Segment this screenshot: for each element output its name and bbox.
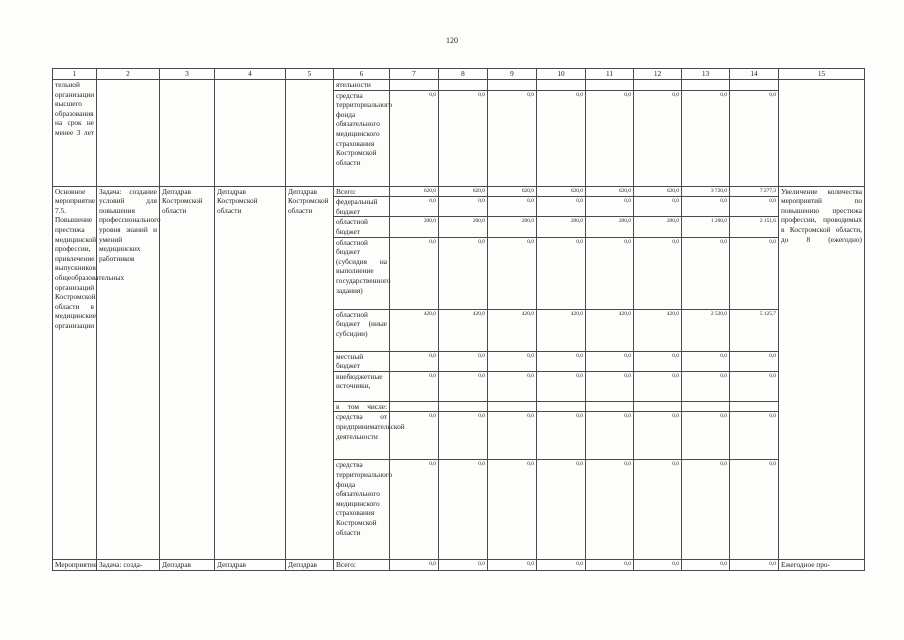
column-header-14: 14 bbox=[730, 69, 779, 80]
participant-cell bbox=[286, 80, 334, 187]
value-cell: 0,0 bbox=[634, 90, 682, 186]
value-cell: 0,0 bbox=[682, 460, 730, 560]
measure-name-cell: тельной организации высшего образования на срок не менее 3 лет bbox=[53, 80, 97, 187]
value-cell: 0,0 bbox=[730, 197, 779, 217]
funding-source-cell: в том числе: bbox=[334, 401, 390, 412]
column-header-11: 11 bbox=[586, 69, 634, 80]
value-cell: 0,0 bbox=[634, 560, 682, 571]
value-cell: 0,0 bbox=[634, 371, 682, 401]
measure-name-cell: Мероприятие bbox=[53, 560, 97, 571]
value-cell: 1 200,0 bbox=[682, 217, 730, 237]
value-cell bbox=[586, 401, 634, 412]
column-header-1: 1 bbox=[53, 69, 97, 80]
budget-table bbox=[52, 68, 865, 571]
funding-source-cell: средства от предпринимательской деятельности bbox=[334, 412, 390, 460]
value-cell: 0,0 bbox=[439, 351, 488, 371]
value-cell bbox=[488, 80, 537, 91]
funding-source-cell: областной бюджет bbox=[334, 217, 390, 237]
value-cell: 0,0 bbox=[586, 351, 634, 371]
value-cell: 0,0 bbox=[586, 560, 634, 571]
value-cell: 0,0 bbox=[390, 560, 439, 571]
value-cell: 0,0 bbox=[537, 197, 586, 217]
value-cell: 620,0 bbox=[439, 186, 488, 197]
value-cell: 0,0 bbox=[537, 412, 586, 460]
value-cell: 0,0 bbox=[682, 351, 730, 371]
value-cell bbox=[537, 401, 586, 412]
value-cell: 7 277,3 bbox=[730, 186, 779, 197]
executor-cell bbox=[160, 80, 215, 187]
value-cell: 0,0 bbox=[682, 371, 730, 401]
column-header-12: 12 bbox=[634, 69, 682, 80]
value-cell: 0,0 bbox=[390, 237, 439, 309]
task-cell bbox=[97, 80, 160, 187]
value-cell bbox=[390, 401, 439, 412]
value-cell: 0,0 bbox=[537, 371, 586, 401]
value-cell: 0,0 bbox=[439, 90, 488, 186]
value-cell: 420,0 bbox=[439, 309, 488, 351]
value-cell: 0,0 bbox=[730, 560, 779, 571]
value-cell: 0,0 bbox=[537, 90, 586, 186]
funding-source-cell: областной бюджет (субсидия на выполнение государственного задания) bbox=[334, 237, 390, 309]
value-cell: 0,0 bbox=[682, 237, 730, 309]
header-row bbox=[53, 69, 865, 80]
table-row bbox=[53, 186, 865, 197]
coexecutor-cell: Депздрав Костромской области bbox=[215, 186, 286, 560]
value-cell: 2 151,6 bbox=[730, 217, 779, 237]
value-cell: 620,0 bbox=[488, 186, 537, 197]
column-header-13: 13 bbox=[682, 69, 730, 80]
task-cell: Задача: созда- bbox=[97, 560, 160, 571]
value-cell bbox=[634, 401, 682, 412]
value-cell: 0,0 bbox=[390, 197, 439, 217]
value-cell: 0,0 bbox=[439, 460, 488, 560]
funding-source-cell: федеральный бюджет bbox=[334, 197, 390, 217]
funding-source-cell: средства территориального фонда обязательного медицинского страхования Костромской области bbox=[334, 460, 390, 560]
value-cell: 0,0 bbox=[390, 460, 439, 560]
funding-source-cell: внебюджетные источники, bbox=[334, 371, 390, 401]
value-cell: 0,0 bbox=[586, 90, 634, 186]
value-cell: 0,0 bbox=[488, 371, 537, 401]
value-cell: 0,0 bbox=[439, 237, 488, 309]
value-cell: 0,0 bbox=[682, 197, 730, 217]
value-cell: 0,0 bbox=[634, 460, 682, 560]
coexecutor-cell: Депздрав bbox=[215, 560, 286, 571]
funding-source-cell: средства территориального фонда обязательного медицинского страхования Костромской области bbox=[334, 90, 390, 186]
funding-source-cell: Всего: bbox=[334, 186, 390, 197]
column-header-4: 4 bbox=[215, 69, 286, 80]
value-cell bbox=[682, 401, 730, 412]
value-cell: 200,0 bbox=[634, 217, 682, 237]
value-cell: 200,0 bbox=[586, 217, 634, 237]
executor-cell: Депздрав bbox=[160, 560, 215, 571]
value-cell: 0,0 bbox=[730, 412, 779, 460]
value-cell: 0,0 bbox=[439, 560, 488, 571]
table-body bbox=[53, 69, 865, 571]
executor-cell: Депздрав Костромской области bbox=[160, 186, 215, 560]
funding-source-cell: ятельности bbox=[334, 80, 390, 91]
value-cell: 0,0 bbox=[537, 351, 586, 371]
result-cell bbox=[779, 80, 865, 187]
value-cell: 0,0 bbox=[586, 197, 634, 217]
participant-cell: Депздрав Костромской области bbox=[286, 186, 334, 560]
value-cell bbox=[488, 401, 537, 412]
value-cell bbox=[537, 80, 586, 91]
value-cell: 0,0 bbox=[682, 412, 730, 460]
table-row bbox=[53, 560, 865, 571]
value-cell bbox=[730, 80, 779, 91]
funding-source-cell: Всего: bbox=[334, 560, 390, 571]
column-header-6: 6 bbox=[334, 69, 390, 80]
value-cell: 0,0 bbox=[390, 90, 439, 186]
value-cell bbox=[634, 80, 682, 91]
column-header-7: 7 bbox=[390, 69, 439, 80]
value-cell bbox=[586, 80, 634, 91]
column-header-2: 2 bbox=[97, 69, 160, 80]
value-cell bbox=[682, 80, 730, 91]
value-cell: 620,0 bbox=[586, 186, 634, 197]
value-cell: 0,0 bbox=[730, 237, 779, 309]
value-cell: 0,0 bbox=[488, 351, 537, 371]
value-cell: 0,0 bbox=[439, 371, 488, 401]
value-cell: 0,0 bbox=[634, 197, 682, 217]
value-cell: 420,0 bbox=[537, 309, 586, 351]
value-cell: 200,0 bbox=[390, 217, 439, 237]
value-cell: 0,0 bbox=[730, 351, 779, 371]
value-cell: 620,0 bbox=[634, 186, 682, 197]
column-header-8: 8 bbox=[439, 69, 488, 80]
value-cell bbox=[730, 401, 779, 412]
value-cell: 0,0 bbox=[682, 90, 730, 186]
value-cell: 5 125,7 bbox=[730, 309, 779, 351]
column-header-15: 15 bbox=[779, 69, 865, 80]
value-cell bbox=[390, 80, 439, 91]
value-cell: 0,0 bbox=[537, 560, 586, 571]
page-number: 120 bbox=[446, 36, 458, 45]
value-cell: 0,0 bbox=[730, 90, 779, 186]
value-cell: 0,0 bbox=[634, 412, 682, 460]
value-cell: 3 720,0 bbox=[682, 186, 730, 197]
value-cell: 0,0 bbox=[488, 90, 537, 186]
value-cell: 420,0 bbox=[390, 309, 439, 351]
value-cell bbox=[439, 80, 488, 91]
value-cell: 0,0 bbox=[390, 371, 439, 401]
value-cell: 0,0 bbox=[439, 197, 488, 217]
funding-source-cell: областной бюджет (иные субсидии) bbox=[334, 309, 390, 351]
value-cell: 0,0 bbox=[488, 460, 537, 560]
value-cell: 200,0 bbox=[439, 217, 488, 237]
value-cell: 0,0 bbox=[488, 560, 537, 571]
value-cell: 0,0 bbox=[634, 351, 682, 371]
value-cell: 420,0 bbox=[634, 309, 682, 351]
value-cell: 0,0 bbox=[586, 412, 634, 460]
value-cell: 0,0 bbox=[488, 197, 537, 217]
value-cell: 0,0 bbox=[586, 237, 634, 309]
value-cell: 0,0 bbox=[586, 460, 634, 560]
value-cell: 0,0 bbox=[390, 351, 439, 371]
value-cell: 0,0 bbox=[634, 237, 682, 309]
value-cell: 0,0 bbox=[488, 412, 537, 460]
value-cell: 0,0 bbox=[586, 371, 634, 401]
value-cell: 0,0 bbox=[730, 371, 779, 401]
value-cell: 2 520,0 bbox=[682, 309, 730, 351]
participant-cell: Депздрав bbox=[286, 560, 334, 571]
column-header-10: 10 bbox=[537, 69, 586, 80]
coexecutor-cell bbox=[215, 80, 286, 187]
value-cell: 200,0 bbox=[488, 217, 537, 237]
value-cell: 0,0 bbox=[537, 460, 586, 560]
column-header-9: 9 bbox=[488, 69, 537, 80]
value-cell: 0,0 bbox=[537, 237, 586, 309]
task-cell: Задача: создание условий для повышения профессионального уровня знаний и умений медицинских работников bbox=[97, 186, 160, 560]
result-cell: Увеличение количества мероприятий по повышению престижа профессии, проводимых в Костромской области, до 8 (ежегодно) bbox=[779, 186, 865, 560]
table-row bbox=[53, 80, 865, 91]
measure-name-cell: Основное мероприятие 7.5. Повышение престижа медицинской профессии, привлечение выпускников общеобразовательных организаций Костромской области в медицинские организации bbox=[53, 186, 97, 560]
result-cell: Ежегодное про- bbox=[779, 560, 865, 571]
value-cell: 420,0 bbox=[488, 309, 537, 351]
value-cell: 420,0 bbox=[586, 309, 634, 351]
value-cell bbox=[439, 401, 488, 412]
column-header-3: 3 bbox=[160, 69, 215, 80]
value-cell: 620,0 bbox=[390, 186, 439, 197]
value-cell: 0,0 bbox=[682, 560, 730, 571]
value-cell: 0,0 bbox=[439, 412, 488, 460]
value-cell: 0,0 bbox=[390, 412, 439, 460]
value-cell: 0,0 bbox=[488, 237, 537, 309]
value-cell: 200,0 bbox=[537, 217, 586, 237]
value-cell: 620,0 bbox=[537, 186, 586, 197]
value-cell: 0,0 bbox=[730, 460, 779, 560]
column-header-5: 5 bbox=[286, 69, 334, 80]
funding-source-cell: местный бюджет bbox=[334, 351, 390, 371]
